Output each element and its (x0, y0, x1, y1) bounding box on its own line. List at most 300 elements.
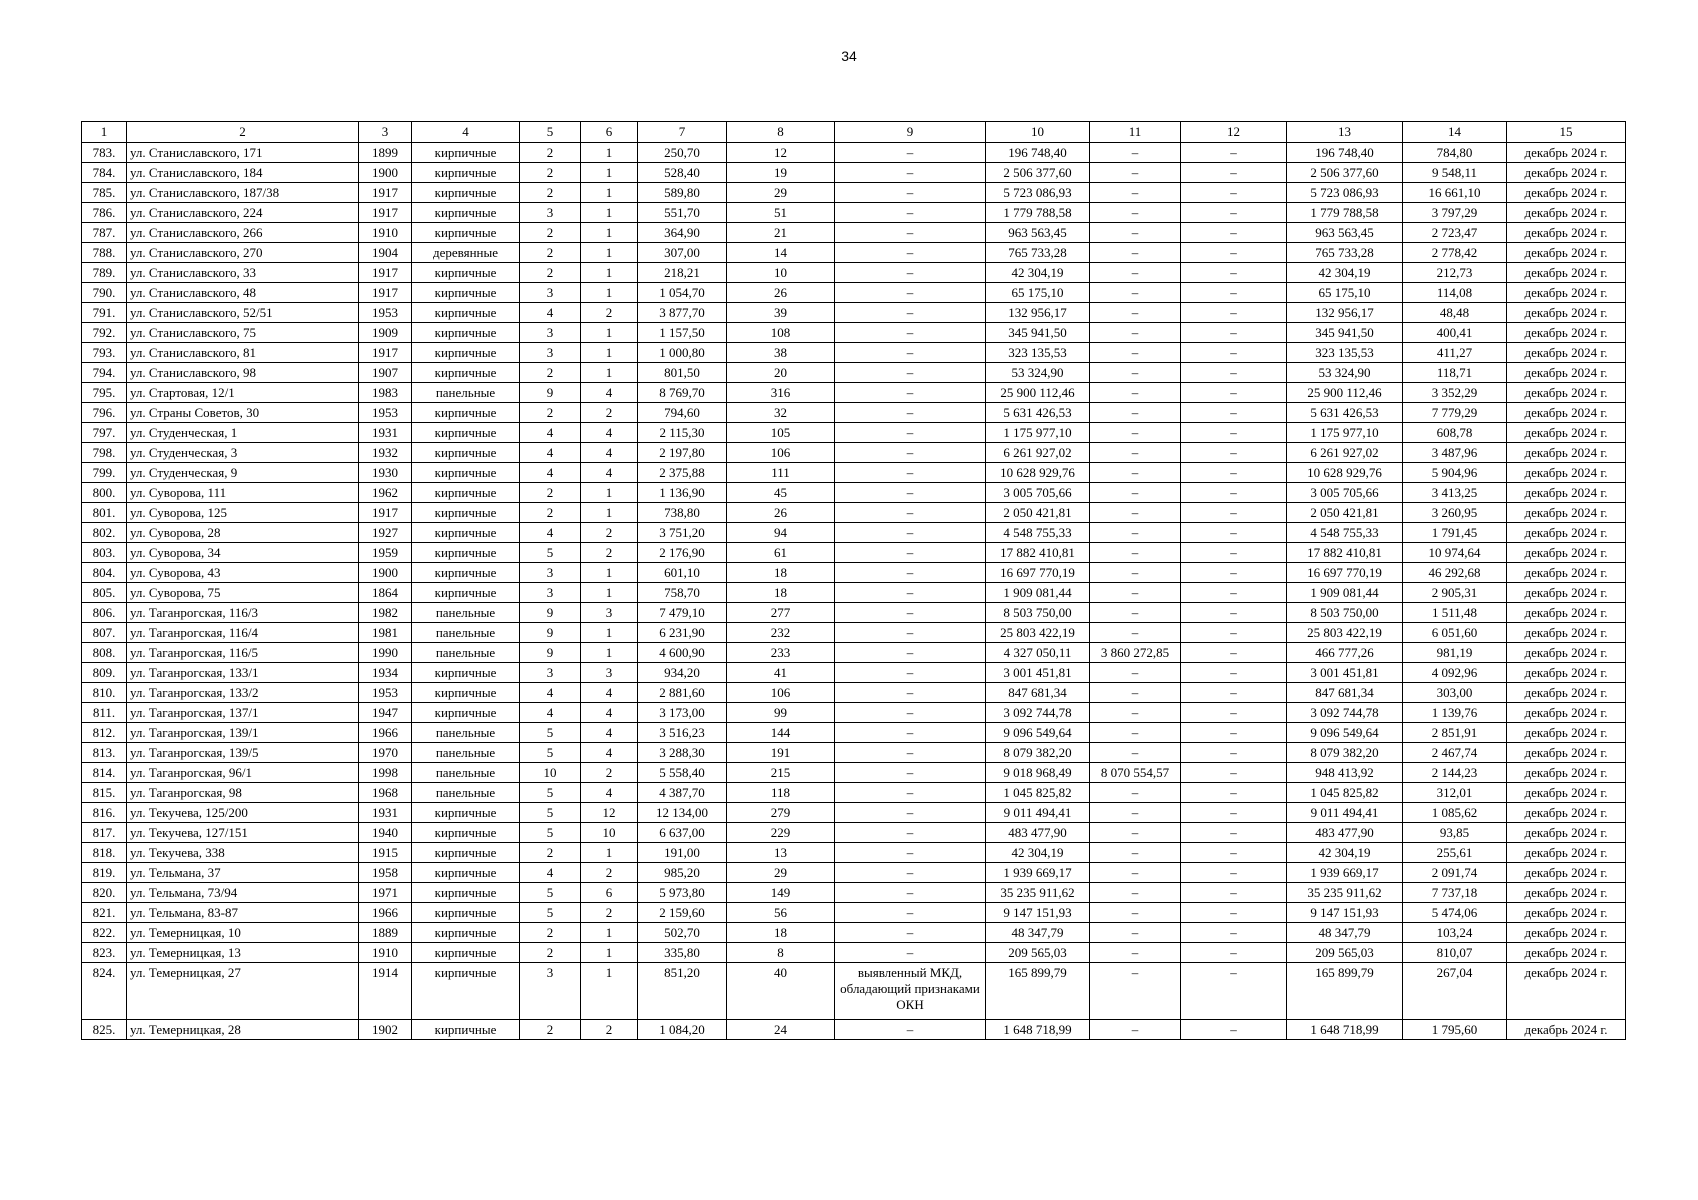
cell-wall-material: панельные (412, 383, 520, 403)
cell-cost-per-unit: 2 778,42 (1403, 243, 1507, 263)
cell-residents: 51 (727, 203, 835, 223)
cell-wall-material: кирпичные (412, 803, 520, 823)
cell-deadline: декабрь 2024 г. (1507, 223, 1626, 243)
cell-wall-material: кирпичные (412, 823, 520, 843)
cell-cost-per-unit: 2 467,74 (1403, 743, 1507, 763)
cell-cost-11: – (1090, 363, 1181, 383)
table-row (82, 563, 1626, 583)
cell-cost-12: – (1181, 163, 1287, 183)
cell-note: – (835, 283, 986, 303)
cell-area: 191,00 (638, 843, 727, 863)
cell-area: 985,20 (638, 863, 727, 883)
cell-floors: 2 (520, 483, 581, 503)
cell-cost-11: – (1090, 263, 1181, 283)
cell-area: 307,00 (638, 243, 727, 263)
cell-cost-13: 345 941,50 (1287, 323, 1403, 343)
cell-address: ул. Темерницкая, 10 (127, 923, 359, 943)
cell-wall-material: кирпичные (412, 303, 520, 323)
cell-area: 12 134,00 (638, 803, 727, 823)
cell-residents: 111 (727, 463, 835, 483)
cell-row-number: 819. (82, 863, 127, 883)
cell-cost-11: – (1090, 183, 1181, 203)
cell-deadline: декабрь 2024 г. (1507, 203, 1626, 223)
cell-address: ул. Станиславского, 52/51 (127, 303, 359, 323)
cell-address: ул. Темерницкая, 13 (127, 943, 359, 963)
cell-note: – (835, 683, 986, 703)
cell-row-number: 789. (82, 263, 127, 283)
cell-cost-total: 16 697 770,19 (986, 563, 1090, 583)
cell-residents: 144 (727, 723, 835, 743)
cell-build-year: 1910 (359, 223, 412, 243)
cell-note: – (835, 803, 986, 823)
cell-cost-12: – (1181, 643, 1287, 663)
cell-cost-per-unit: 93,85 (1403, 823, 1507, 843)
cell-deadline: декабрь 2024 г. (1507, 883, 1626, 903)
cell-cost-13: 1 648 718,99 (1287, 1020, 1403, 1040)
table-row (82, 963, 1626, 1020)
cell-cost-per-unit: 103,24 (1403, 923, 1507, 943)
table-row (82, 903, 1626, 923)
cell-address: ул. Таганрогская, 139/1 (127, 723, 359, 743)
cell-entrances: 2 (581, 903, 638, 923)
cell-floors: 5 (520, 903, 581, 923)
cell-row-number: 799. (82, 463, 127, 483)
table-row (82, 583, 1626, 603)
cell-wall-material: кирпичные (412, 943, 520, 963)
cell-row-number: 798. (82, 443, 127, 463)
cell-cost-total: 17 882 410,81 (986, 543, 1090, 563)
cell-note: – (835, 203, 986, 223)
cell-deadline: декабрь 2024 г. (1507, 803, 1626, 823)
cell-cost-13: 963 563,45 (1287, 223, 1403, 243)
cell-note: – (835, 243, 986, 263)
cell-residents: 20 (727, 363, 835, 383)
cell-area: 758,70 (638, 583, 727, 603)
cell-address: ул. Станиславского, 184 (127, 163, 359, 183)
cell-deadline: декабрь 2024 г. (1507, 903, 1626, 923)
cell-entrances: 1 (581, 363, 638, 383)
table-row (82, 403, 1626, 423)
cell-residents: 14 (727, 243, 835, 263)
cell-build-year: 1914 (359, 963, 412, 1020)
cell-cost-11: – (1090, 963, 1181, 1020)
cell-note: – (835, 483, 986, 503)
cell-area: 1 084,20 (638, 1020, 727, 1040)
cell-residents: 24 (727, 1020, 835, 1040)
cell-floors: 2 (520, 923, 581, 943)
cell-cost-12: – (1181, 503, 1287, 523)
cell-row-number: 813. (82, 743, 127, 763)
table-row (82, 703, 1626, 723)
cell-cost-total: 9 011 494,41 (986, 803, 1090, 823)
cell-floors: 3 (520, 343, 581, 363)
cell-entrances: 1 (581, 203, 638, 223)
cell-cost-12: – (1181, 343, 1287, 363)
cell-cost-per-unit: 3 260,95 (1403, 503, 1507, 523)
cell-cost-12: – (1181, 523, 1287, 543)
cell-residents: 32 (727, 403, 835, 423)
cell-cost-total: 165 899,79 (986, 963, 1090, 1020)
cell-floors: 5 (520, 783, 581, 803)
cell-cost-12: – (1181, 1020, 1287, 1040)
cell-address: ул. Суворова, 75 (127, 583, 359, 603)
cell-floors: 4 (520, 463, 581, 483)
cell-build-year: 1930 (359, 463, 412, 483)
cell-cost-13: 5 631 426,53 (1287, 403, 1403, 423)
table-row (82, 423, 1626, 443)
cell-cost-11: – (1090, 583, 1181, 603)
header-cell-area: 7 (638, 122, 727, 143)
cell-cost-11: – (1090, 323, 1181, 343)
cell-cost-total: 323 135,53 (986, 343, 1090, 363)
cell-cost-13: 5 723 086,93 (1287, 183, 1403, 203)
header-cell-wall-material: 4 (412, 122, 520, 143)
cell-area: 851,20 (638, 963, 727, 1020)
cell-cost-11: – (1090, 843, 1181, 863)
table-row (82, 723, 1626, 743)
cell-row-number: 818. (82, 843, 127, 863)
cell-area: 3 516,23 (638, 723, 727, 743)
cell-cost-12: – (1181, 963, 1287, 1020)
cell-cost-total: 3 005 705,66 (986, 483, 1090, 503)
cell-address: ул. Таганрогская, 139/5 (127, 743, 359, 763)
cell-cost-13: 8 079 382,20 (1287, 743, 1403, 763)
cell-build-year: 1953 (359, 303, 412, 323)
cell-deadline: декабрь 2024 г. (1507, 543, 1626, 563)
cell-area: 4 600,90 (638, 643, 727, 663)
cell-build-year: 1953 (359, 403, 412, 423)
cell-cost-12: – (1181, 443, 1287, 463)
cell-cost-11: – (1090, 403, 1181, 423)
cell-build-year: 1971 (359, 883, 412, 903)
cell-cost-13: 323 135,53 (1287, 343, 1403, 363)
cell-cost-11: – (1090, 703, 1181, 723)
cell-wall-material: панельные (412, 723, 520, 743)
cell-wall-material: панельные (412, 623, 520, 643)
cell-cost-11: – (1090, 663, 1181, 683)
cell-residents: 13 (727, 843, 835, 863)
cell-cost-total: 345 941,50 (986, 323, 1090, 343)
cell-address: ул. Станиславского, 48 (127, 283, 359, 303)
cell-deadline: декабрь 2024 г. (1507, 603, 1626, 623)
cell-cost-13: 1 939 669,17 (1287, 863, 1403, 883)
cell-wall-material: деревянные (412, 243, 520, 263)
cell-wall-material: кирпичные (412, 343, 520, 363)
cell-floors: 5 (520, 803, 581, 823)
cell-build-year: 1864 (359, 583, 412, 603)
cell-address: ул. Студенческая, 1 (127, 423, 359, 443)
header-cell-cost-total: 10 (986, 122, 1090, 143)
cell-cost-13: 847 681,34 (1287, 683, 1403, 703)
cell-entrances: 4 (581, 383, 638, 403)
cell-cost-12: – (1181, 203, 1287, 223)
cell-build-year: 1990 (359, 643, 412, 663)
cell-cost-11: – (1090, 463, 1181, 483)
cell-wall-material: кирпичные (412, 703, 520, 723)
cell-wall-material: кирпичные (412, 163, 520, 183)
table-row (82, 543, 1626, 563)
cell-address: ул. Страны Советов, 30 (127, 403, 359, 423)
cell-note: – (835, 743, 986, 763)
cell-cost-12: – (1181, 323, 1287, 343)
cell-residents: 56 (727, 903, 835, 923)
cell-entrances: 2 (581, 303, 638, 323)
cell-cost-11: – (1090, 863, 1181, 883)
cell-cost-12: – (1181, 243, 1287, 263)
cell-area: 738,80 (638, 503, 727, 523)
cell-floors: 2 (520, 223, 581, 243)
cell-deadline: декабрь 2024 г. (1507, 943, 1626, 963)
cell-floors: 2 (520, 243, 581, 263)
header-cell-residents: 8 (727, 122, 835, 143)
cell-wall-material: кирпичные (412, 483, 520, 503)
cell-deadline: декабрь 2024 г. (1507, 523, 1626, 543)
cell-note: – (835, 543, 986, 563)
cell-build-year: 1910 (359, 943, 412, 963)
cell-cost-per-unit: 255,61 (1403, 843, 1507, 863)
cell-cost-total: 847 681,34 (986, 683, 1090, 703)
cell-deadline: декабрь 2024 г. (1507, 643, 1626, 663)
cell-floors: 9 (520, 623, 581, 643)
cell-cost-12: – (1181, 483, 1287, 503)
table-row (82, 363, 1626, 383)
cell-residents: 191 (727, 743, 835, 763)
cell-address: ул. Суворова, 125 (127, 503, 359, 523)
cell-cost-total: 25 900 112,46 (986, 383, 1090, 403)
cell-build-year: 1958 (359, 863, 412, 883)
cell-note: – (835, 943, 986, 963)
cell-cost-per-unit: 9 548,11 (1403, 163, 1507, 183)
cell-wall-material: кирпичные (412, 363, 520, 383)
cell-cost-13: 209 565,03 (1287, 943, 1403, 963)
cell-note: – (835, 423, 986, 443)
cell-cost-11: – (1090, 223, 1181, 243)
cell-cost-per-unit: 1 139,76 (1403, 703, 1507, 723)
cell-area: 1 157,50 (638, 323, 727, 343)
cell-row-number: 804. (82, 563, 127, 583)
table-row (82, 383, 1626, 403)
cell-residents: 26 (727, 503, 835, 523)
cell-entrances: 1 (581, 583, 638, 603)
cell-entrances: 1 (581, 183, 638, 203)
cell-cost-12: – (1181, 463, 1287, 483)
cell-note: – (835, 763, 986, 783)
table-row (82, 843, 1626, 863)
table-body (82, 122, 1626, 1040)
cell-cost-12: – (1181, 403, 1287, 423)
cell-residents: 277 (727, 603, 835, 623)
cell-cost-13: 35 235 911,62 (1287, 883, 1403, 903)
table-row (82, 1020, 1626, 1040)
cell-area: 2 197,80 (638, 443, 727, 463)
cell-address: ул. Станиславского, 266 (127, 223, 359, 243)
cell-wall-material: кирпичные (412, 663, 520, 683)
cell-row-number: 816. (82, 803, 127, 823)
cell-cost-13: 3 005 705,66 (1287, 483, 1403, 503)
cell-cost-12: – (1181, 723, 1287, 743)
cell-floors: 2 (520, 363, 581, 383)
cell-entrances: 1 (581, 163, 638, 183)
cell-cost-11: – (1090, 503, 1181, 523)
cell-build-year: 1907 (359, 363, 412, 383)
cell-entrances: 4 (581, 463, 638, 483)
cell-cost-11: – (1090, 563, 1181, 583)
cell-build-year: 1962 (359, 483, 412, 503)
cell-build-year: 1947 (359, 703, 412, 723)
cell-note: – (835, 863, 986, 883)
cell-cost-12: – (1181, 683, 1287, 703)
cell-address: ул. Тельмана, 37 (127, 863, 359, 883)
cell-deadline: декабрь 2024 г. (1507, 743, 1626, 763)
cell-wall-material: кирпичные (412, 223, 520, 243)
cell-cost-13: 65 175,10 (1287, 283, 1403, 303)
cell-cost-13: 165 899,79 (1287, 963, 1403, 1020)
cell-build-year: 1927 (359, 523, 412, 543)
cell-residents: 18 (727, 923, 835, 943)
cell-floors: 9 (520, 643, 581, 663)
cell-cost-total: 1 648 718,99 (986, 1020, 1090, 1040)
cell-note: – (835, 583, 986, 603)
cell-wall-material: кирпичные (412, 923, 520, 943)
table-row (82, 463, 1626, 483)
cell-cost-per-unit: 1 791,45 (1403, 523, 1507, 543)
cell-deadline: декабрь 2024 г. (1507, 683, 1626, 703)
cell-residents: 105 (727, 423, 835, 443)
cell-cost-13: 1 045 825,82 (1287, 783, 1403, 803)
cell-wall-material: панельные (412, 643, 520, 663)
cell-deadline: декабрь 2024 г. (1507, 703, 1626, 723)
cell-deadline: декабрь 2024 г. (1507, 963, 1626, 1020)
cell-row-number: 791. (82, 303, 127, 323)
cell-cost-13: 483 477,90 (1287, 823, 1403, 843)
cell-deadline: декабрь 2024 г. (1507, 563, 1626, 583)
cell-address: ул. Текучева, 338 (127, 843, 359, 863)
cell-entrances: 2 (581, 543, 638, 563)
cell-note: – (835, 143, 986, 163)
cell-row-number: 825. (82, 1020, 127, 1040)
cell-cost-12: – (1181, 603, 1287, 623)
cell-cost-total: 1 909 081,44 (986, 583, 1090, 603)
cell-cost-11: – (1090, 623, 1181, 643)
cell-cost-per-unit: 1 085,62 (1403, 803, 1507, 823)
cell-residents: 232 (727, 623, 835, 643)
cell-floors: 9 (520, 603, 581, 623)
cell-note: – (835, 903, 986, 923)
cell-note: – (835, 923, 986, 943)
cell-cost-12: – (1181, 543, 1287, 563)
cell-cost-per-unit: 3 487,96 (1403, 443, 1507, 463)
cell-deadline: декабрь 2024 г. (1507, 843, 1626, 863)
cell-area: 2 375,88 (638, 463, 727, 483)
cell-area: 3 877,70 (638, 303, 727, 323)
cell-row-number: 802. (82, 523, 127, 543)
cell-wall-material: кирпичные (412, 543, 520, 563)
table-row (82, 683, 1626, 703)
table-row (82, 343, 1626, 363)
cell-cost-13: 1 779 788,58 (1287, 203, 1403, 223)
cell-note: – (835, 163, 986, 183)
cell-entrances: 1 (581, 263, 638, 283)
cell-cost-per-unit: 784,80 (1403, 143, 1507, 163)
table-row (82, 863, 1626, 883)
cell-build-year: 1981 (359, 623, 412, 643)
cell-area: 5 558,40 (638, 763, 727, 783)
cell-floors: 4 (520, 703, 581, 723)
header-cell-cost-12: 12 (1181, 122, 1287, 143)
cell-cost-per-unit: 312,01 (1403, 783, 1507, 803)
cell-cost-12: – (1181, 623, 1287, 643)
cell-cost-per-unit: 3 413,25 (1403, 483, 1507, 503)
cell-note: – (835, 463, 986, 483)
cell-cost-13: 9 147 151,93 (1287, 903, 1403, 923)
cell-cost-13: 2 050 421,81 (1287, 503, 1403, 523)
cell-residents: 41 (727, 663, 835, 683)
table-row (82, 183, 1626, 203)
cell-floors: 2 (520, 943, 581, 963)
cell-area: 3 288,30 (638, 743, 727, 763)
cell-residents: 10 (727, 263, 835, 283)
cell-cost-13: 132 956,17 (1287, 303, 1403, 323)
cell-residents: 39 (727, 303, 835, 323)
cell-cost-13: 6 261 927,02 (1287, 443, 1403, 463)
table-row (82, 483, 1626, 503)
cell-note: – (835, 383, 986, 403)
cell-cost-total: 209 565,03 (986, 943, 1090, 963)
cell-note: – (835, 823, 986, 843)
cell-floors: 2 (520, 403, 581, 423)
cell-build-year: 1904 (359, 243, 412, 263)
cell-cost-12: – (1181, 763, 1287, 783)
cell-area: 1 136,90 (638, 483, 727, 503)
cell-cost-11: – (1090, 203, 1181, 223)
cell-entrances: 4 (581, 443, 638, 463)
cell-note: – (835, 843, 986, 863)
cell-address: ул. Таганрогская, 96/1 (127, 763, 359, 783)
cell-address: ул. Суворова, 28 (127, 523, 359, 543)
cell-area: 601,10 (638, 563, 727, 583)
cell-entrances: 1 (581, 343, 638, 363)
cell-floors: 3 (520, 563, 581, 583)
cell-note: – (835, 643, 986, 663)
cell-entrances: 1 (581, 943, 638, 963)
cell-cost-11: – (1090, 483, 1181, 503)
cell-deadline: декабрь 2024 г. (1507, 723, 1626, 743)
cell-wall-material: кирпичные (412, 523, 520, 543)
cell-cost-per-unit: 411,27 (1403, 343, 1507, 363)
table-row (82, 743, 1626, 763)
cell-cost-total: 9 096 549,64 (986, 723, 1090, 743)
cell-area: 2 115,30 (638, 423, 727, 443)
cell-entrances: 12 (581, 803, 638, 823)
cell-cost-11: 3 860 272,85 (1090, 643, 1181, 663)
table-row (82, 603, 1626, 623)
header-cell-floors: 5 (520, 122, 581, 143)
cell-build-year: 1909 (359, 323, 412, 343)
cell-deadline: декабрь 2024 г. (1507, 923, 1626, 943)
cell-note: – (835, 183, 986, 203)
cell-residents: 316 (727, 383, 835, 403)
cell-wall-material: кирпичные (412, 863, 520, 883)
cell-entrances: 1 (581, 323, 638, 343)
cell-cost-total: 483 477,90 (986, 823, 1090, 843)
cell-cost-per-unit: 5 904,96 (1403, 463, 1507, 483)
cell-build-year: 1917 (359, 343, 412, 363)
cell-row-number: 792. (82, 323, 127, 343)
cell-floors: 4 (520, 423, 581, 443)
cell-entrances: 4 (581, 683, 638, 703)
cell-entrances: 2 (581, 763, 638, 783)
cell-cost-total: 6 261 927,02 (986, 443, 1090, 463)
